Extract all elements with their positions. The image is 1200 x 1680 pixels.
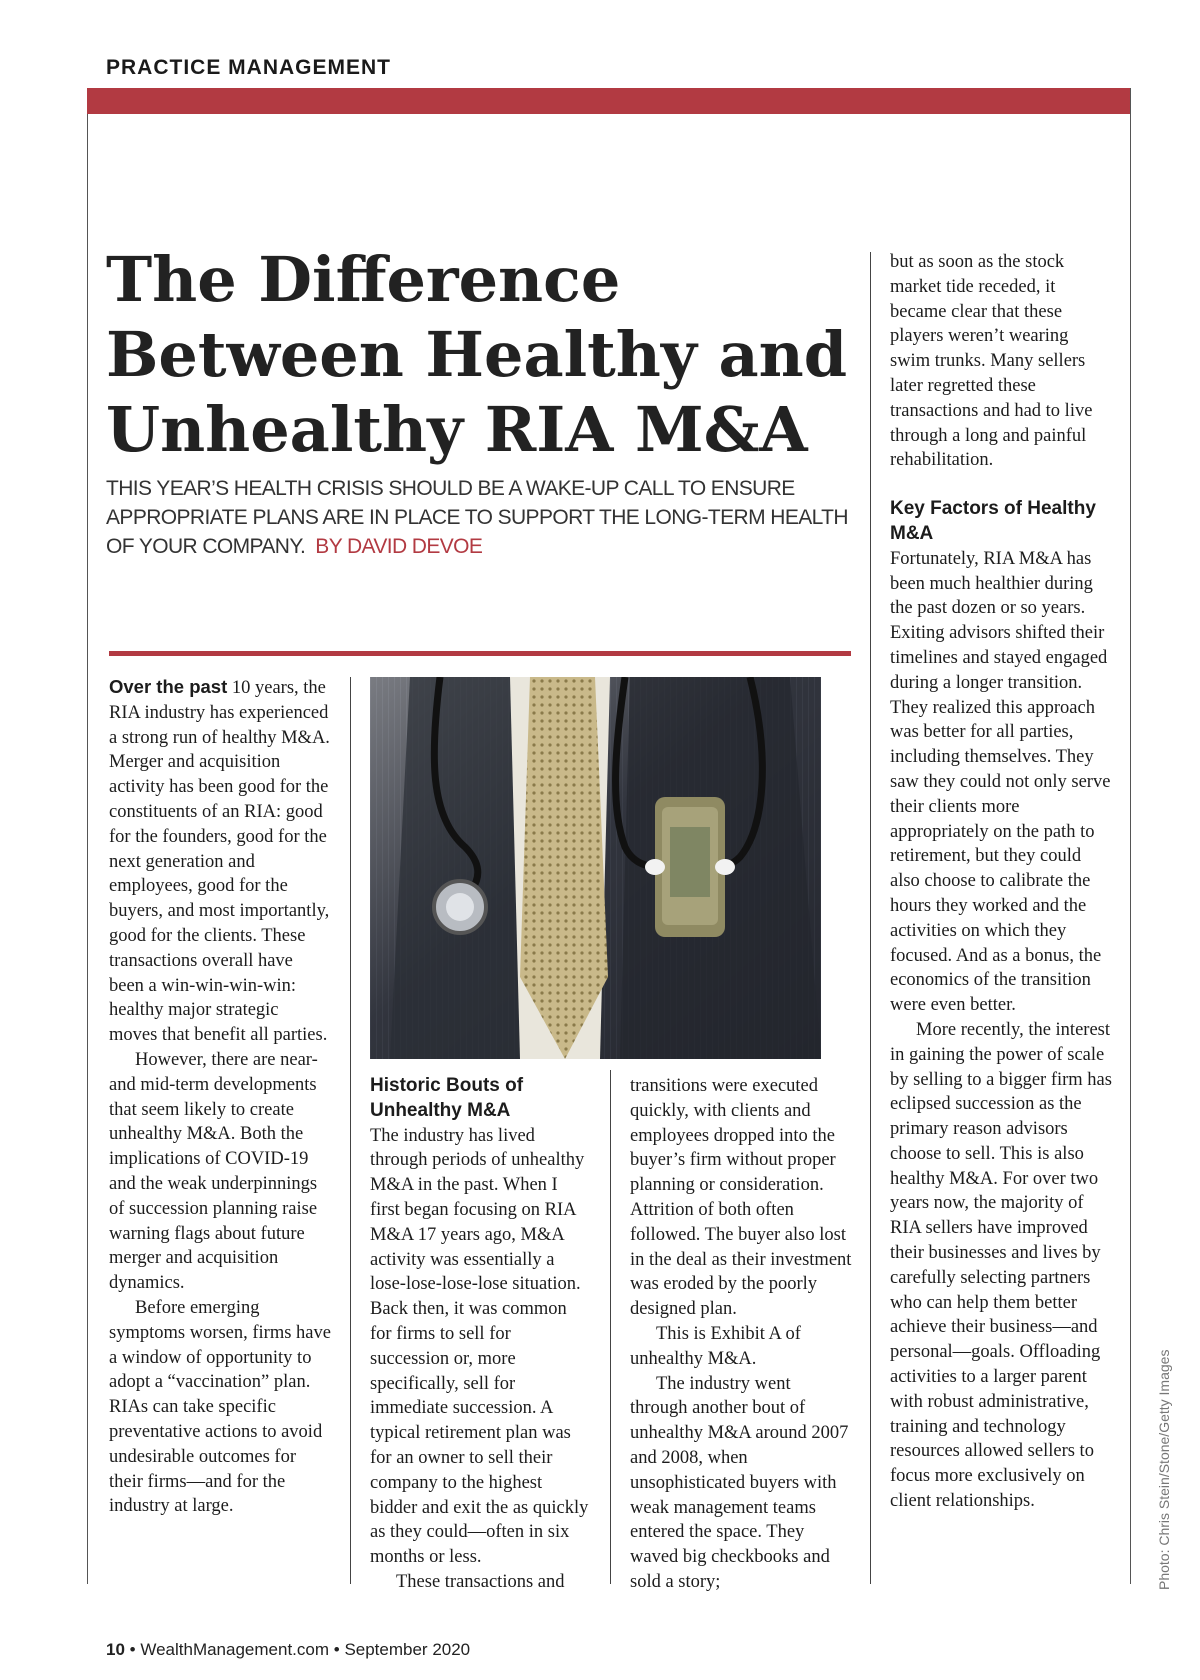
column-2-paragraph-2: These transactions and: [396, 1571, 565, 1592]
column-1-paragraph-3: Before emerging symptoms worsen, firms have a window of opportunity to adopt a “vaccination” plan. RIAs can take specific preventative actions to avoid undesirable outcomes for their firms—and for the industry at large.: [109, 1297, 331, 1517]
deck-divider: [109, 651, 851, 656]
column-4-paragraph-2: Fortunately, RIA M&A has been much healthier during the past dozen or so years. Exiting advisors shifted their timelines and stayed engaged during a longer transition. They realized this approach was better for all parties, including themselves. They saw they could not only serve their clients more appropriately on the path to retirement, but they could also choose to calibrate the hours they worked and the activities on which they focused. And as a bonus, the economics of the transition were even better.: [890, 548, 1111, 1016]
column-2: [370, 1074, 592, 1595]
page-footer: [106, 1640, 470, 1660]
column-rule-2: [610, 1070, 611, 1584]
column-4-paragraph-1: but as soon as the stock market tide receded, it became clear that these players weren’t wearing swim trunks. Many sellers later regretted these transactions and had to live through a long and painful rehabilitation.: [890, 252, 1093, 471]
stethoscope-money-illustration: [370, 677, 821, 1059]
column-3-paragraph-3: The industry went through another bout of unhealthy M&A around 2007 and 2008, when unsophisticated buyers with weak management teams entered the space. They waved big checkbooks and sold a story;: [630, 1373, 849, 1592]
column-4-paragraph-3: More recently, the interest in gaining the power of scale by selling to a bigger firm has eclipsed succession as the primary reason advisors choose to sell. This is also healthy M&A. For over two years now, the majority of RIA sellers have improved their businesses and lives by carefully selecting partners who can help them better achieve their business—and personal—goals. Offloading activities to a larger parent with robust administrative, training and technology resources allowed sellers to focus more exclusively on client relationships.: [890, 1019, 1112, 1512]
lead-in: Over the past: [109, 676, 228, 697]
frame-left-rule: [87, 114, 88, 1584]
column-2-paragraph-1: The industry has lived through periods of unhealthy M&A in the past. When I first began focusing on RIA M&A 17 years ago, M&A activity was essentially a lose-lose-lose-lose situation. Back then, it was common for firms to sell for succession or, more specifically, sell for immediate succession. A typical retirement plan was for an owner to sell their company to the highest bidder and exit the as quickly as they could—often in six months or less.: [370, 1125, 589, 1568]
article-title: The Difference Between Healthy and Unhealthy RIA M&A: [106, 243, 848, 466]
article-photo: [370, 677, 821, 1059]
column-4: [890, 250, 1112, 1514]
column-3: [630, 1074, 852, 1595]
article-deck: [106, 474, 866, 561]
footer-separator-2: •: [333, 1640, 340, 1659]
footer-separator: •: [129, 1640, 136, 1659]
footer-date: September 2020: [344, 1640, 471, 1659]
column-3-paragraph-1: transitions were executed quickly, with clients and employees dropped into the buyer’s firm without proper planning or consideration. Attrition of both often followed. The buyer also lost in the deal as their investment was eroded by the poorly designed plan.: [630, 1076, 852, 1320]
page-number: 10: [106, 1640, 125, 1659]
header-color-bar: [87, 88, 1130, 114]
section-heading-key-factors: Key Factors of Healthy M&A: [890, 498, 1096, 544]
column-rule-1: [350, 677, 351, 1584]
column-rule-3: [870, 252, 871, 1584]
byline: BY DAVID DEVOE: [315, 535, 483, 558]
column-3-paragraph-2: This is Exhibit A of unhealthy M&A.: [630, 1323, 801, 1369]
column-1-paragraph-1: [109, 675, 331, 1048]
footer-site: WealthManagement.com: [140, 1640, 330, 1659]
column-1: [109, 675, 331, 1519]
section-heading-historic: Historic Bouts of Unhealthy M&A: [370, 1075, 524, 1121]
section-label: PRACTICE MANAGEMENT: [106, 56, 391, 79]
photo-credit: Photo: Chris Stein/Stone/Getty Images: [1156, 1349, 1172, 1590]
lead-paragraph-text: 10 years, the RIA industry has experienced a strong run of healthy M&A. Merger and acquisition activity has been good for the constituents of an RIA: good for the founders, good for the next generation and employees, good for the buyers, and most importantly, good for the clients. These transactions overall have been a win-win-win-win: healthy major strategic moves that benefit all parties.: [109, 678, 330, 1046]
frame-right-rule: [1130, 88, 1131, 1584]
column-1-paragraph-2: However, there are near- and mid-term developments that seem likely to create unhealthy M&A. Both the implications of COVID-19 and the weak underpinnings of succession planning raise warning flags about future merger and acquisition dynamics.: [109, 1049, 318, 1294]
deck-text: THIS YEAR’S HEALTH CRISIS SHOULD BE A WAKE-UP CALL TO ENSURE APPROPRIATE PLANS ARE IN PLACE TO SUPPORT THE LONG-TERM HEALTH OF YOUR COMPANY.: [106, 477, 848, 558]
